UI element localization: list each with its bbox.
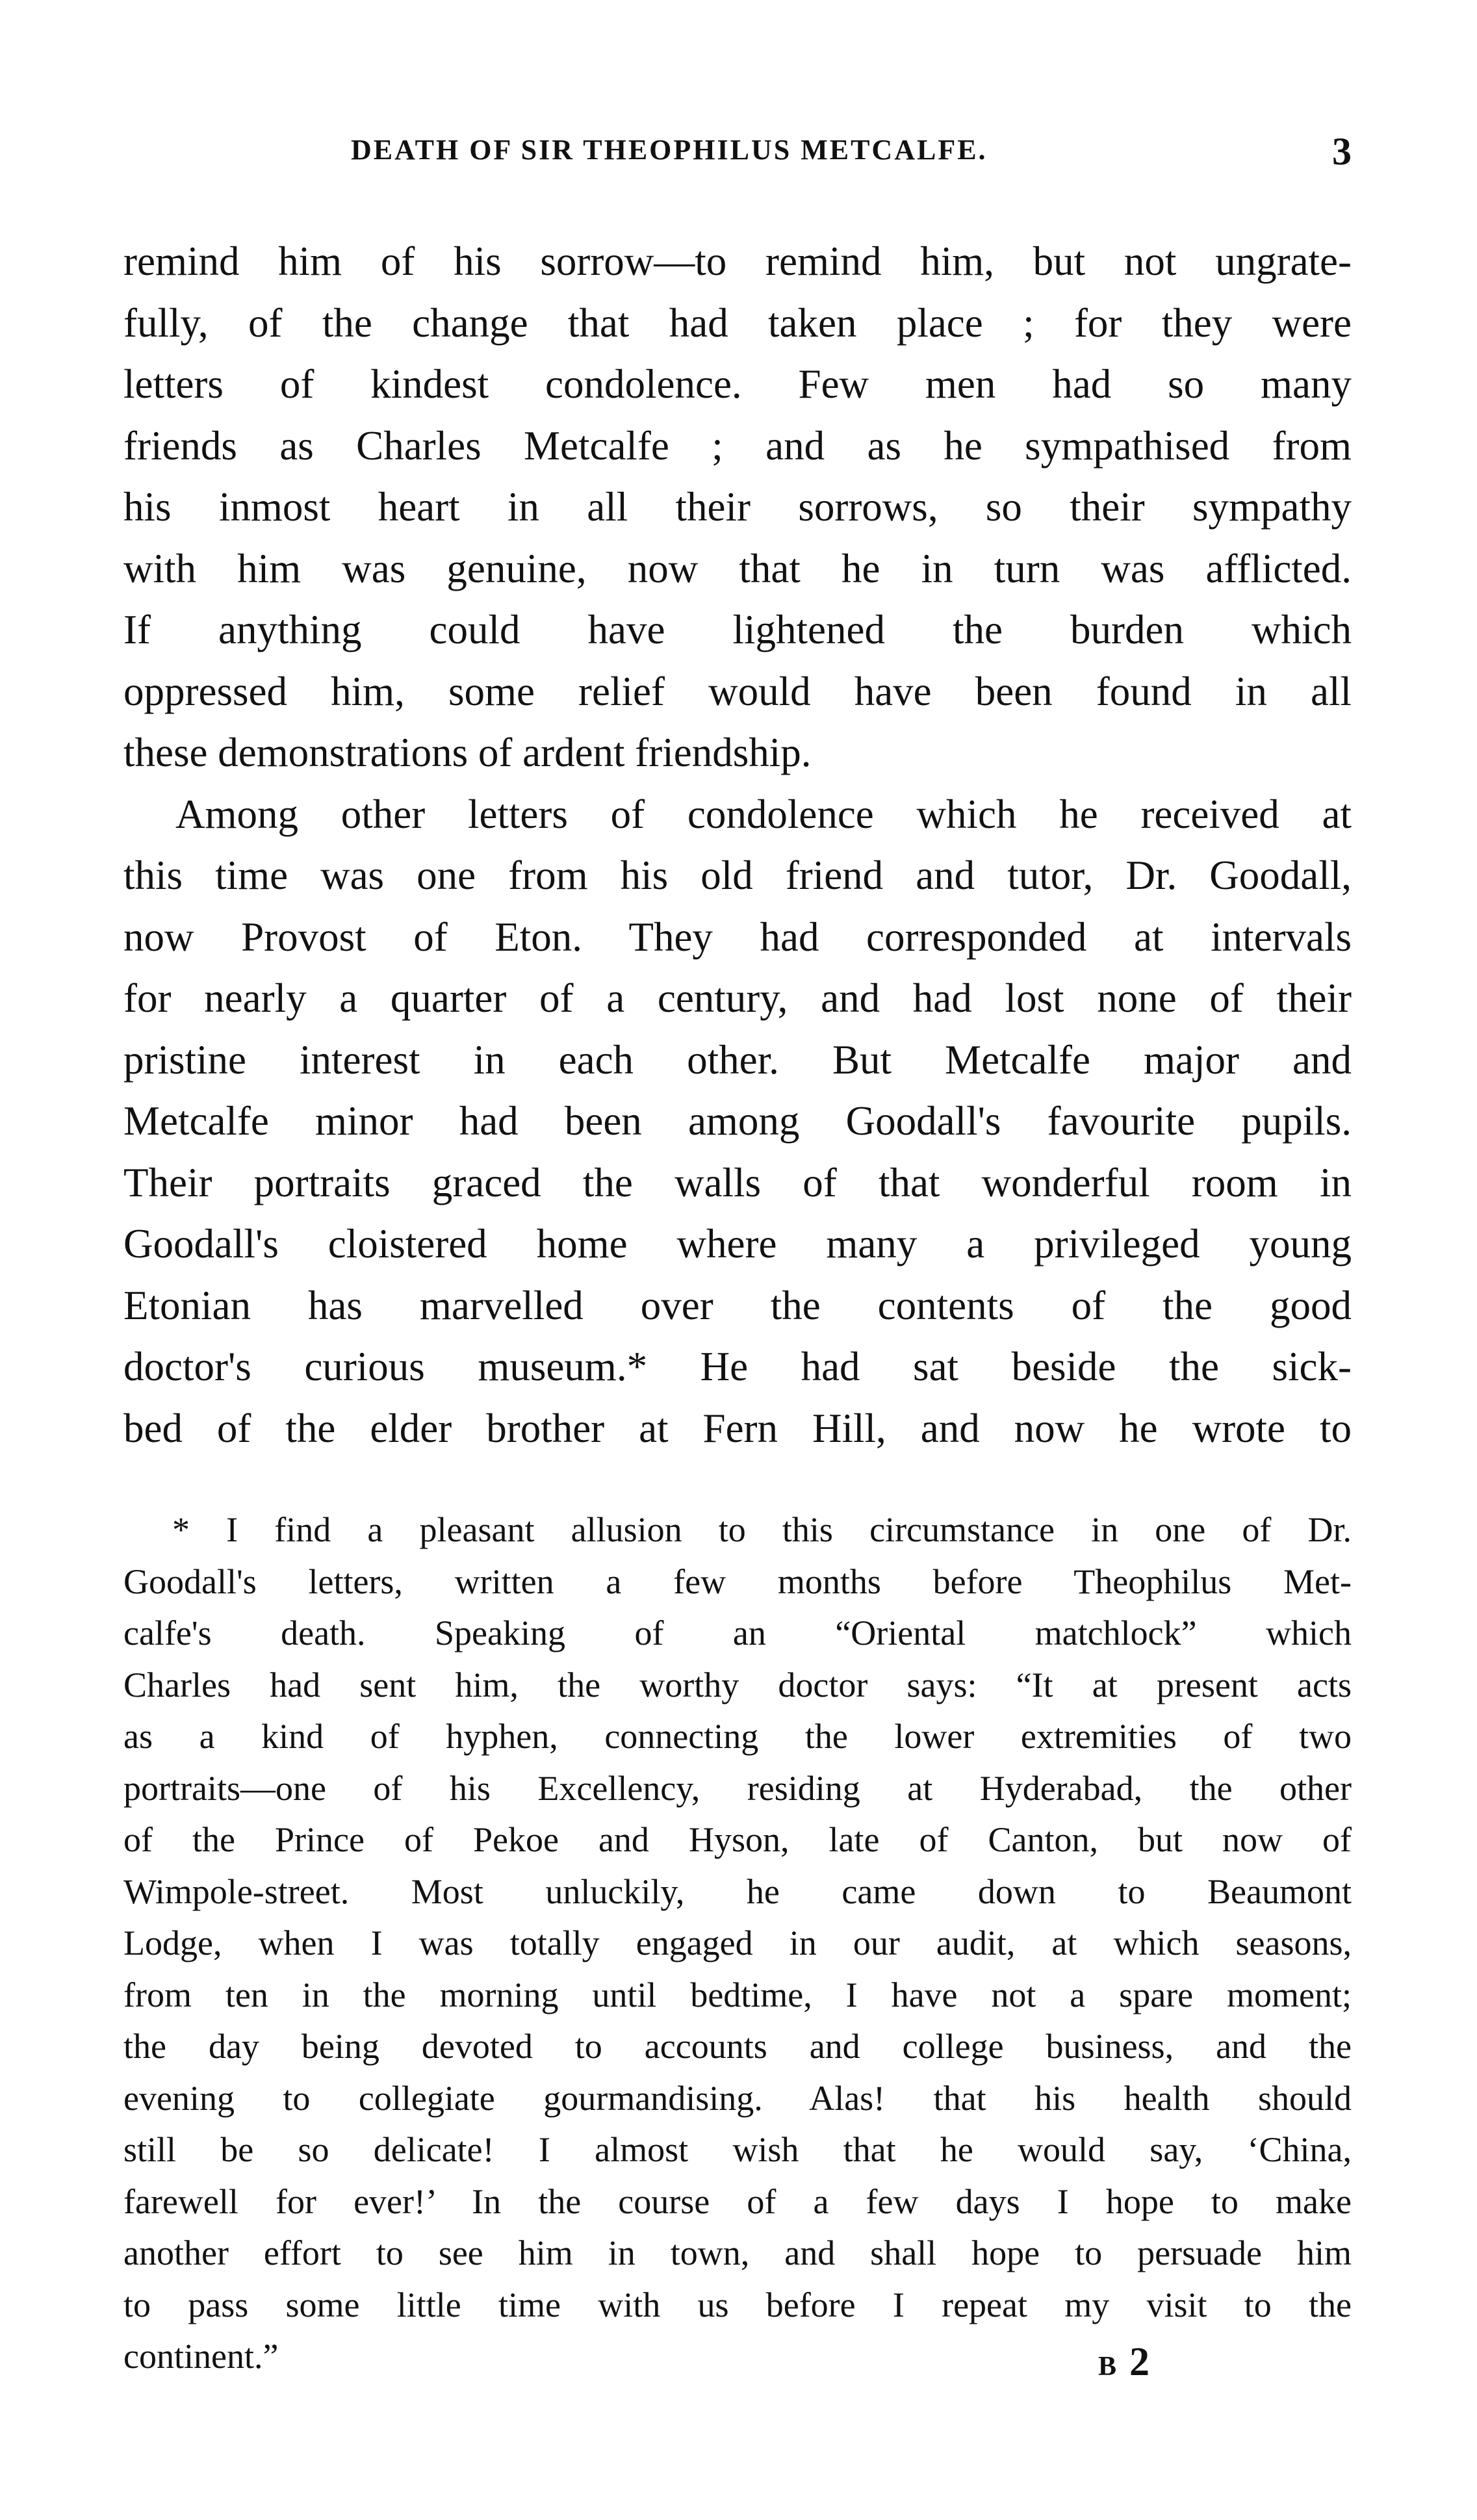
footnote-line: of the Prince of Pekoe and Hyson, late of Canton, but now of — [123, 1820, 1352, 1859]
body-line: Their portraits graced the walls of that wonderful room in — [123, 1159, 1352, 1205]
signature-letter: B — [1098, 2352, 1118, 2382]
signature-number: 2 — [1129, 2340, 1150, 2384]
footnote-line: to pass some little time with us before I repeat my visit to the — [123, 2285, 1352, 2324]
footnote-line: Lodge, when I was totally engaged in our audit, at which seasons, — [123, 1923, 1352, 1962]
body-line: fully, of the change that had taken place ; for they were — [123, 300, 1352, 346]
body-line: Metcalfe minor had been among Goodall's favourite pupils. — [123, 1098, 1352, 1144]
body-line: Etonian has marvelled over the contents of the good — [123, 1282, 1352, 1328]
footnote-line: portraits—one of his Excellency, residing at Hyderabad, the other — [123, 1768, 1352, 1808]
body-line: with him was genuine, now that he in turn was afflicted. — [123, 545, 1352, 591]
body-line: friends as Charles Metcalfe ; and as he sympathised from — [123, 422, 1352, 469]
footnote-line: the day being devoted to accounts and college business, and the — [123, 2027, 1352, 2066]
footnote-line: another effort to see him in town, and shall hope to persuade him — [123, 2233, 1352, 2272]
footnote-line: as a kind of hyphen, connecting the lower extremities of two — [123, 1717, 1352, 1756]
footnote-line: evening to collegiate gourmandising. Alas! that his health should — [123, 2078, 1352, 2118]
body-line: If anything could have lightened the burden which — [123, 607, 1352, 652]
running-head — [123, 130, 1352, 179]
body-line: doctor's curious museum.* He had sat beside the sick- — [123, 1344, 1352, 1389]
body-line: this time was one from his old friend and tutor, Dr. Goodall, — [123, 853, 1352, 898]
footnote-line: Goodall's letters, written a few months before Theophilus Met- — [123, 1562, 1352, 1601]
footnote-line: still be so delicate! I almost wish that he would say, ‘China, — [123, 2130, 1352, 2169]
body-line: bed of the elder brother at Fern Hill, and now he wrote to — [123, 1405, 1352, 1451]
body-line: Goodall's cloistered home where many a privileged young — [123, 1221, 1352, 1266]
body-line: his inmost heart in all their sorrows, so their sympathy — [123, 484, 1352, 530]
signature-mark — [1098, 2339, 1149, 2385]
body-line: pristine interest in each other. But Metcalfe major and — [123, 1036, 1352, 1083]
body-line: for nearly a quarter of a century, and had lost none of their — [123, 975, 1352, 1021]
body-line: oppressed him, some relief would have been found in all — [123, 668, 1352, 714]
footnote-line: continent.” — [123, 2337, 279, 2376]
footnote-line: Charles had sent him, the worthy doctor says: “It at present acts — [123, 1665, 1352, 1704]
footnote-line: from ten in the morning until bedtime, I have not a spare moment; — [123, 1975, 1352, 2014]
body-line: letters of kindest condolence. Few men had so many — [123, 361, 1352, 407]
body-line: Among other letters of condolence which he received at — [175, 791, 1352, 837]
footnote-line: * I find a pleasant allusion to this circumstance in one of Dr. — [172, 1510, 1352, 1549]
body-line: these demonstrations of ardent friendship. — [123, 730, 812, 775]
footnote-line: calfe's death. Speaking of an “Oriental matchlock” which — [123, 1614, 1352, 1652]
footnote — [123, 1504, 1352, 2383]
body-text — [123, 231, 1352, 1459]
page-number: 3 — [1332, 130, 1352, 173]
footnote-line: Wimpole-street. Most unluckily, he came down to Beaumont — [123, 1871, 1352, 1911]
running-title: DEATH OF SIR THEOPHILUS METCALFE. — [351, 134, 988, 166]
body-line: remind him of his sorrow—to remind him, but not ungrate- — [123, 238, 1352, 284]
footnote-line: farewell for ever!’ In the course of a few days I hope to make — [123, 2181, 1352, 2221]
body-line: now Provost of Eton. They had corresponded at intervals — [123, 914, 1352, 960]
